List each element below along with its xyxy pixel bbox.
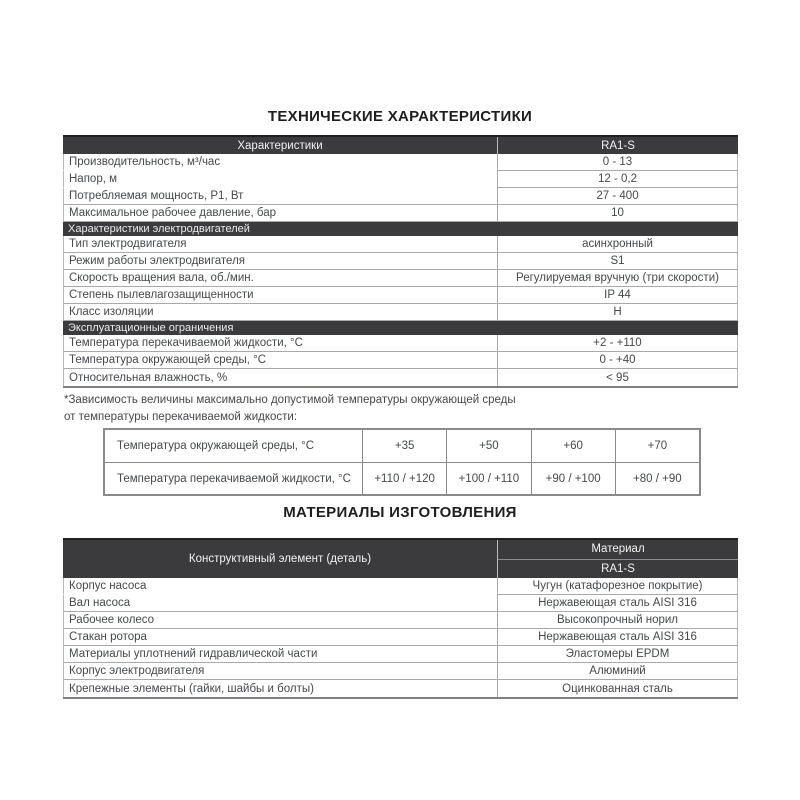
materials-header-model: RA1-S: [601, 562, 635, 575]
table-row: [63, 270, 738, 287]
row-value: 0 - +40: [497, 352, 738, 369]
footnote-line-2: от температуры перекачиваемой жидкости:: [64, 411, 298, 423]
section-header-label: Эксплуатационные ограничения: [68, 322, 234, 334]
row-label: Корпус насоса: [63, 578, 497, 595]
row-label: Скорость вращения вала, об./мин.: [63, 270, 497, 287]
row-label: Стакан ротора: [63, 629, 497, 646]
row-label: Относительная влажность, %: [63, 369, 497, 386]
table-row: [63, 188, 738, 205]
row-value: 27 - 400: [497, 188, 738, 205]
row-value: Нержавеющая сталь AISI 316: [497, 595, 738, 612]
section-header-row: [63, 222, 738, 236]
materials-header-right: [497, 540, 738, 578]
row-label: Тип электродвигателя: [63, 236, 497, 253]
materials-header-element: Конструктивный элемент (деталь): [188, 553, 372, 565]
table-row: [63, 154, 738, 171]
table-row: [63, 253, 738, 270]
table-row: [63, 171, 738, 188]
row-label: Крепежные элементы (гайки, шайбы и болты): [63, 680, 497, 697]
row-value: H: [497, 304, 738, 321]
materials-title: МАТЕРИАЛЫ ИЗГОТОВЛЕНИЯ: [283, 504, 517, 521]
section-header-row: [63, 321, 738, 335]
spec-table-body: [63, 154, 738, 386]
temperature-dependency-table: [103, 428, 701, 496]
dependency-value-cell: +35: [362, 430, 446, 462]
row-label: Материалы уплотнений гидравлической части: [63, 646, 497, 663]
row-value: 12 - 0,2: [497, 171, 738, 188]
row-label: Корпус электродвигателя: [63, 663, 497, 680]
row-label: Режим работы электродвигателя: [63, 253, 497, 270]
table-row: [63, 646, 738, 663]
footnote: [64, 392, 516, 426]
materials-table: [63, 538, 738, 699]
dependency-row-label: Температура окружающей среды, °С: [117, 440, 315, 452]
row-value: Чугун (катафорезное покрытие): [497, 578, 738, 595]
table-row: [63, 287, 738, 304]
table-row: [63, 680, 738, 697]
dependency-value-cell: +70: [615, 430, 699, 462]
row-value: +2 - +110: [497, 335, 738, 352]
row-label: Производительность, м³/час: [63, 154, 497, 171]
table-row: [63, 236, 738, 253]
footnote-line-1: *Зависимость величины максимально допустимой температуры окружающей среды: [64, 394, 516, 406]
row-label: Степень пылевлагозащищенности: [63, 287, 497, 304]
row-label: Потребляемая мощность, P1, Вт: [63, 188, 497, 205]
row-value: < 95: [497, 369, 738, 386]
dependency-value-cell: +80 / +90: [615, 463, 699, 494]
row-value: Эластомеры EPDM: [497, 646, 738, 663]
row-label: Класс изоляции: [63, 304, 497, 321]
row-value: асинхронный: [497, 236, 738, 253]
row-value: IP 44: [497, 287, 738, 304]
row-value: 10: [497, 205, 738, 222]
tech-specs-table: [63, 135, 738, 388]
table-row: [63, 629, 738, 646]
row-value: Алюминий: [497, 663, 738, 680]
table-row: [63, 663, 738, 680]
row-label: Напор, м: [63, 171, 497, 188]
dependency-table-row: [105, 430, 699, 462]
row-value: Регулируемая вручную (три скорости): [497, 270, 738, 287]
dependency-value-cell: +110 / +120: [362, 463, 446, 494]
row-label: Рабочее колесо: [63, 612, 497, 629]
row-label: Температура окружающей среды, °С: [63, 352, 497, 369]
row-label: Температура перекачиваемой жидкости, °С: [63, 335, 497, 352]
row-value: 0 - 13: [497, 154, 738, 171]
materials-table-body: [63, 578, 738, 697]
section-header-label: Характеристики электродвигателей: [68, 223, 250, 235]
row-label: Максимальное рабочее давление, бар: [63, 205, 497, 222]
table-row: [63, 335, 738, 352]
dependency-value-cell: +50: [446, 430, 530, 462]
materials-table-header: [63, 538, 738, 578]
dependency-row-label: Температура перекачиваемой жидкости, °С: [117, 472, 351, 485]
dependency-table-row: [105, 462, 699, 494]
row-label: Вал насоса: [63, 595, 497, 612]
row-value: Высокопрочный норил: [497, 612, 738, 629]
table-row: [63, 205, 738, 222]
table-row: [63, 304, 738, 321]
spec-header-model: RA1-S: [497, 137, 738, 154]
dependency-value-cell: +60: [531, 430, 615, 462]
table-row: [63, 612, 738, 629]
materials-header-material: Материал: [498, 540, 738, 560]
row-value: Нержавеющая сталь AISI 316: [497, 629, 738, 646]
dependency-value-cell: +100 / +110: [446, 463, 530, 494]
spec-table-header: [63, 135, 738, 154]
spec-header-characteristics: Характеристики: [237, 139, 323, 152]
table-row: [63, 369, 738, 386]
row-value: Оцинкованная сталь: [497, 680, 738, 697]
table-row: [63, 595, 738, 612]
table-row: [63, 578, 738, 595]
tech-specs-title: ТЕХНИЧЕСКИЕ ХАРАКТЕРИСТИКИ: [267, 108, 533, 125]
row-value: S1: [497, 253, 738, 270]
dependency-value-cell: +90 / +100: [531, 463, 615, 494]
table-row: [63, 352, 738, 369]
